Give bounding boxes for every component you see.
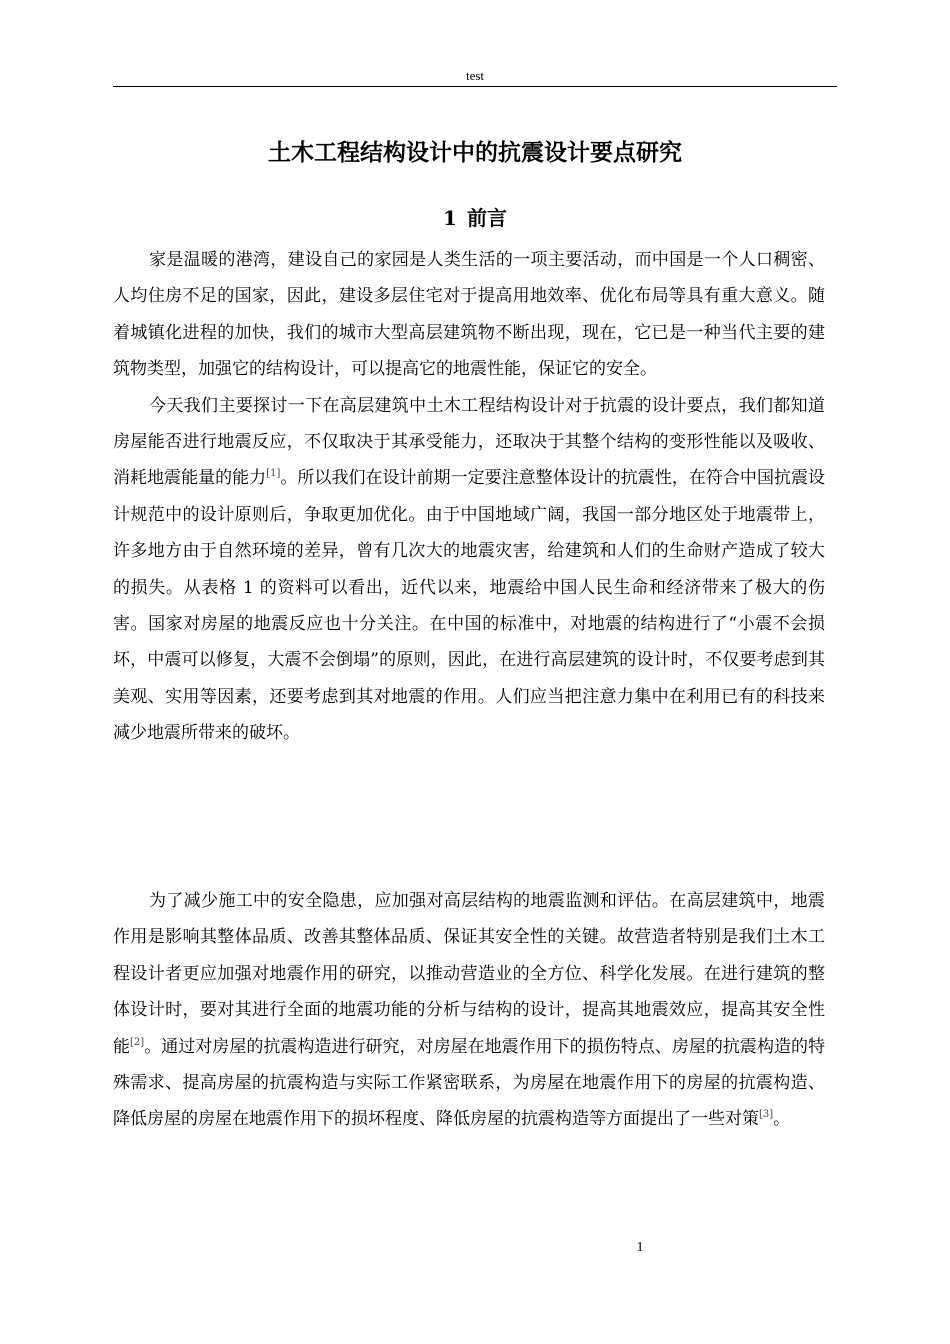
paragraph-3-text-a: 为了减少施工中的安全隐患，应加强对高层结构的地震监测和评估。在高层建筑中，地震作用是影响其整体品质、改善其整体品质、保证其安全性的关键。故营造者特别是我们土木工程设计者更应加强对地震作用的研究，以推动营造业的全方位、科学化发展。在进行建筑的整体设计时，要对其进行全面的地震功能的分析与结构的设计，提高其地震效应，提高其安全性能	[113, 891, 825, 1057]
paragraph-3	[113, 883, 825, 1138]
paragraph-3-text-c: 。	[773, 1109, 791, 1130]
citation-ref-2: [2]	[130, 1036, 145, 1048]
paragraph-3-text-b: 。通过对房屋的抗震构造进行研究，对房屋在地震作用下的损伤特点、房屋的抗震构造的特殊需求、提高房屋的抗震构造与实际工作紧密联系，为房屋在地震作用下的房屋的抗震构造、降低房屋的房屋在地震作用下的损坏程度、降低房屋的抗震构造等方面提出了一些对策	[113, 1036, 826, 1130]
citation-ref-1: [1]	[266, 468, 281, 480]
section-heading-text: 前言	[466, 206, 507, 230]
paragraph-2-text-a: 今天我们主要探讨一下在高层建筑中土木工程结构设计对于抗震的设计要点，我们都知道房屋能否进行地震反应，不仅取决于其承受能力，还取决于其整个结构的变形性能以及吸收、消耗地震能量的能力	[113, 395, 825, 489]
header-divider	[113, 86, 837, 87]
section-heading	[113, 203, 837, 233]
body-text-block-1	[113, 242, 825, 752]
document-title: 土木工程结构设计中的抗震设计要点研究	[268, 140, 682, 166]
body-text-block-2	[113, 883, 825, 1138]
paragraph-2-text-b: 。所以我们在设计前期一定要注意整体设计的抗震性，在符合中国抗震设计规范中的设计原则后，争取更加优化。由于中国地域广阔，我国一部分地区处于地震带上，许多地方由于自然环境的差异，曾有几次大的地震灾害，给建筑和人们的生命财产造成了较大的损失。从表格 1 的资料可以看出，近代以来，地震给中国人民生命和经济带来了极大的伤害。国家对房屋的地震反应也十分关注。在中国的标准中，对地震的结构进行了“小震不会损坏，中震可以修复，大震不会倒塌”的原则，因此，在进行高层建筑的设计时，不仅要考虑到其美观、实用等因素，还要考虑到其对地震的作用。人们应当把注意力集中在利用已有的科技来减少地震所带来的破坏。	[113, 468, 826, 744]
paragraph-1: 家是温暖的港湾，建设自己的家园是人类生活的一项主要活动，而中国是一个人口稠密、人均住房不足的国家，因此，建设多层住宅对于提高用地效率、优化布局等具有重大意义。随着城镇化进程的加快，我们的城市大型高层建筑物不断出现，现在，它已是一种当代主要的建筑物类型，加强它的结构设计，可以提高它的地震性能，保证它的安全。	[113, 250, 825, 380]
page-header: test	[465, 68, 485, 83]
paragraph-2	[113, 388, 825, 752]
page-number: 1	[636, 1240, 644, 1255]
section-number: 1	[443, 206, 457, 230]
citation-ref-3: [3]	[759, 1109, 774, 1121]
